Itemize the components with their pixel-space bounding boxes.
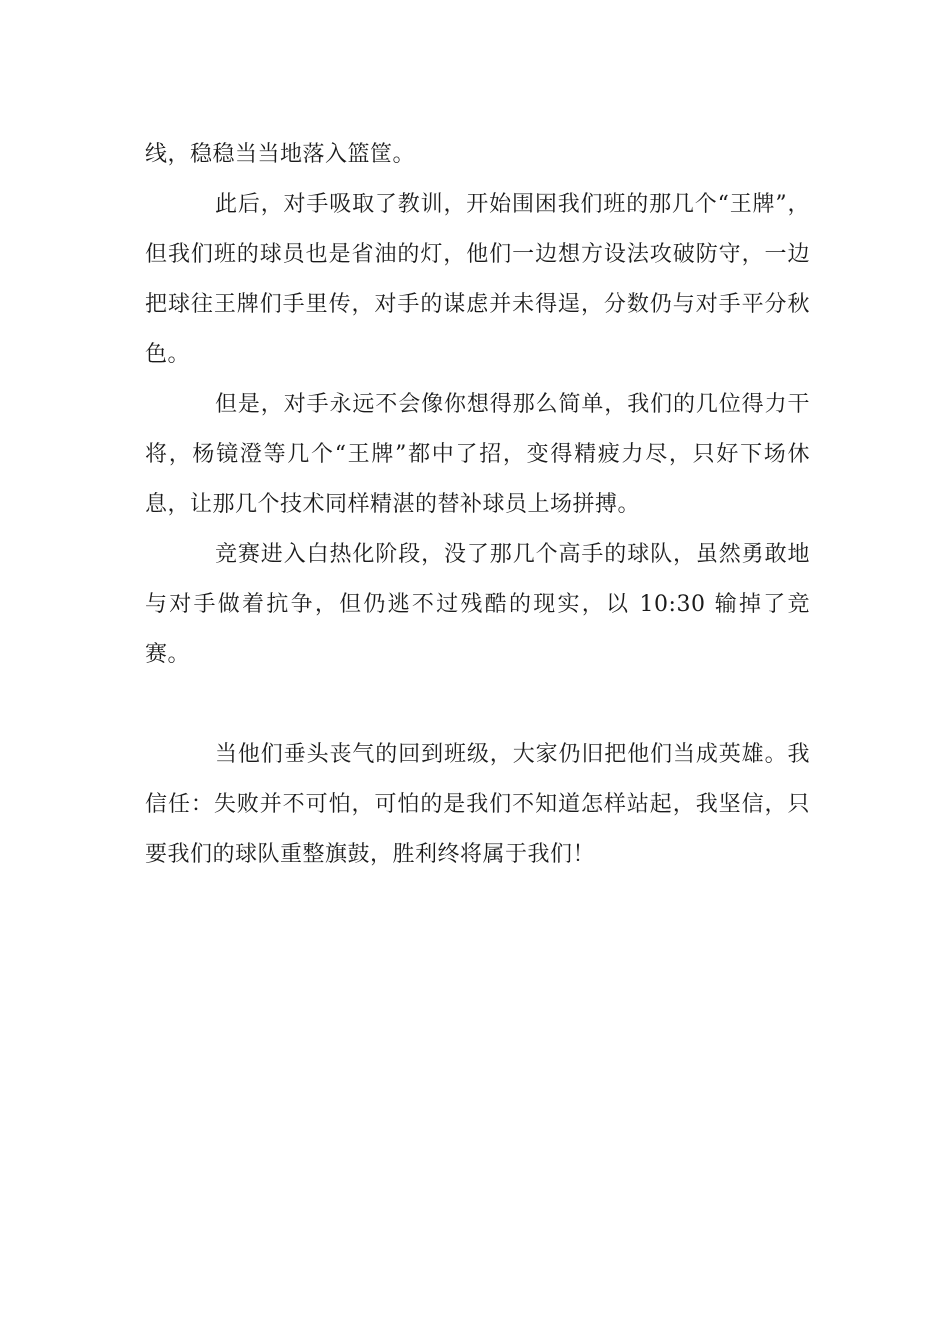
document-body	[145, 130, 810, 880]
paragraph: 此后，对手吸取了教训，开始围困我们班的那几个“王牌”，但我们班的球员也是省油的灯，他们一边想方设法攻破防守，一边把球往王牌们手里传，对手的谋虑并未得逞，分数仍与对手平分秋色。	[145, 192, 810, 367]
paragraph-continuation: 线，稳稳当当地落入篮筐。	[145, 142, 416, 167]
paragraph-spacer	[145, 680, 810, 730]
paragraph: 但是，对手永远不会像你想得那么简单，我们的几位得力干将，杨镜澄等几个“王牌”都中了招，变得精疲力尽，只好下场休息，让那几个技术同样精湛的替补球员上场拼搏。	[145, 392, 810, 517]
paragraph: 当他们垂头丧气的回到班级，大家仍旧把他们当成英雄。我信任：失败并不可怕，可怕的是我们不知道怎样站起，我坚信，只要我们的球队重整旗鼓，胜利终将属于我们！	[145, 742, 810, 867]
paragraph: 竞赛进入白热化阶段，没了那几个高手的球队，虽然勇敢地与对手做着抗争，但仍逃不过残酷的现实，以 10:30 输掉了竞赛。	[145, 542, 810, 667]
